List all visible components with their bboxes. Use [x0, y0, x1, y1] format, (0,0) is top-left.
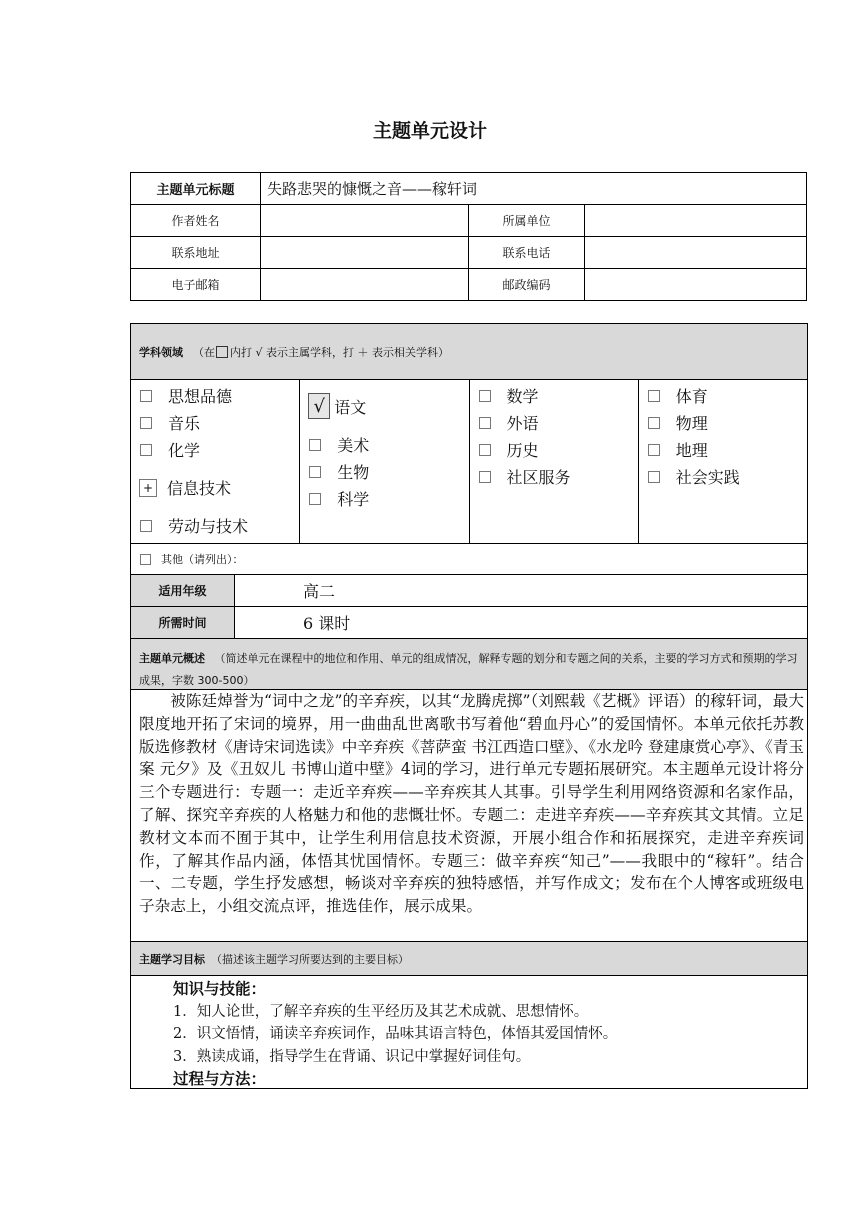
subject-item[interactable] — [309, 487, 369, 510]
subject-label: 历史 — [506, 441, 539, 460]
other-subjects-row[interactable] — [131, 544, 807, 575]
grade-row — [131, 575, 807, 607]
info-table — [130, 172, 807, 301]
subject-item-related[interactable] — [139, 476, 231, 499]
subject-label: 化学 — [168, 441, 201, 460]
checkbox-icon[interactable] — [309, 439, 321, 451]
address-label: 联系地址 — [131, 237, 261, 269]
goals-note: （描述该主题学习所要达到的主要目标） — [211, 952, 409, 966]
subject-column-3 — [470, 380, 639, 543]
duration-label: 所需时间 — [131, 607, 235, 638]
subject-item-primary[interactable] — [308, 393, 366, 419]
goal-item: 2．识文悟情，诵读辛弃疾词作，品味其语言特色，体悟其爱国情怀。 — [173, 1026, 618, 1042]
subject-label: 美术 — [337, 436, 370, 455]
subject-domain-label: 学科领域 — [139, 345, 183, 359]
checkbox-icon[interactable] — [479, 444, 491, 456]
subject-item[interactable] — [479, 384, 539, 407]
phone-field[interactable] — [585, 237, 807, 269]
page-title: 主题单元设计 — [372, 120, 487, 142]
subject-item[interactable] — [140, 514, 248, 537]
subject-label: 音乐 — [168, 414, 201, 433]
subject-grid — [131, 380, 807, 544]
goals-heading-knowledge: 知识与技能： — [173, 979, 267, 998]
email-field[interactable] — [261, 269, 469, 301]
subject-column-4 — [639, 380, 807, 543]
subject-label: 信息技术 — [167, 479, 232, 498]
subject-domain-header — [131, 324, 807, 380]
subject-domain-note-prefix: （在 — [193, 345, 215, 359]
checkbox-icon[interactable] — [309, 493, 321, 505]
subject-label: 语文 — [334, 397, 367, 417]
checkbox-icon[interactable] — [140, 444, 152, 456]
grade-value[interactable]: 高二 — [303, 582, 336, 601]
subject-item[interactable] — [309, 433, 369, 456]
subject-label: 物理 — [675, 414, 708, 433]
goal-item: 3．熟读成诵，指导学生在背诵、识记中掌握好词佳句。 — [173, 1048, 531, 1065]
duration-row — [131, 607, 807, 639]
subject-item[interactable] — [479, 411, 539, 434]
unit-title-label: 主题单元标题 — [131, 173, 261, 205]
subject-domain-note-suffix: 内打 √ 表示主属学科，打 ＋ 表示相关学科） — [230, 345, 449, 359]
checkmark-checkbox-icon[interactable]: √ — [308, 393, 330, 419]
subject-item[interactable] — [140, 411, 200, 434]
overview-header — [131, 639, 807, 690]
checkbox-icon[interactable] — [648, 444, 660, 456]
org-field[interactable] — [585, 205, 807, 237]
checkbox-icon[interactable] — [648, 471, 660, 483]
checkbox-icon[interactable] — [140, 417, 152, 429]
subject-label: 社会实践 — [675, 468, 740, 487]
overview-label: 主题单元概述 — [139, 652, 205, 665]
plus-checkbox-icon[interactable]: + — [139, 479, 157, 497]
unit-title-field[interactable]: 失路悲哭的慷慨之音——稼轩词 — [261, 173, 807, 205]
zip-label: 邮政编码 — [469, 269, 585, 301]
checkbox-icon[interactable] — [140, 390, 152, 402]
email-label: 电子邮箱 — [131, 269, 261, 301]
checkbox-icon[interactable] — [309, 466, 321, 478]
phone-label: 联系电话 — [469, 237, 585, 269]
subject-column-2 — [300, 380, 469, 543]
subject-label: 数学 — [506, 387, 539, 406]
goals-label: 主题学习目标 — [139, 952, 205, 966]
subject-label: 思想品德 — [168, 387, 233, 406]
subject-label: 劳动与技术 — [168, 517, 249, 536]
duration-value[interactable]: 6 课时 — [303, 614, 351, 633]
subject-label: 社区服务 — [506, 468, 571, 487]
checkbox-icon[interactable] — [479, 417, 491, 429]
org-label: 所属单位 — [469, 205, 585, 237]
subject-item[interactable] — [479, 465, 571, 488]
overview-note: （简述单元在课程中的地位和作用、单元的组成情况，解释专题的划分和专题之间的关系，主要的学习方式和预期的学习成果，字数 300-500） — [139, 652, 798, 687]
subject-item[interactable] — [648, 411, 708, 434]
subject-item[interactable] — [309, 460, 369, 483]
other-subjects-label: 其他（请列出）： — [161, 553, 244, 566]
checkbox-icon[interactable] — [479, 471, 491, 483]
goals-header — [131, 942, 807, 976]
checkbox-icon[interactable] — [140, 554, 151, 565]
subject-label: 外语 — [506, 414, 539, 433]
subject-item[interactable] — [648, 438, 708, 461]
goals-heading-process: 过程与方法： — [173, 1069, 267, 1088]
checkbox-icon[interactable] — [479, 390, 491, 402]
checkbox-icon[interactable] — [140, 520, 152, 532]
grade-label: 适用年级 — [131, 575, 235, 606]
subject-item[interactable] — [140, 384, 232, 407]
checkbox-sample-icon — [216, 346, 228, 358]
subject-label: 体育 — [675, 387, 708, 406]
unit-design-form — [130, 323, 808, 1089]
checkbox-icon[interactable] — [648, 417, 660, 429]
goal-item: 1．知人论世，了解辛弃疾的生平经历及其艺术成就、思想情怀。 — [173, 1003, 589, 1020]
subject-item[interactable] — [479, 438, 539, 461]
subject-item[interactable] — [140, 438, 200, 461]
subject-label: 生物 — [337, 463, 370, 482]
checkbox-icon[interactable] — [648, 390, 660, 402]
subject-item[interactable] — [648, 384, 708, 407]
zip-field[interactable] — [585, 269, 807, 301]
author-field[interactable] — [261, 205, 469, 237]
author-label: 作者姓名 — [131, 205, 261, 237]
overview-paragraph: 被陈廷焯誉为“词中之龙”的辛弃疾，以其“龙腾虎掷”（刘熙载《艺概》评语）的稼轩词，最大限度地开拓了宋词的境界，用一曲曲乱世离歌书写着他“碧血丹心”的爱国情怀。本单元依托苏教版选修教材《唐诗宋词选读》中辛弃疾《菩萨蛮 书江西造口壁》、《水龙吟 登建康赏心亭》、《青玉案 元夕》及《丑奴儿 书博山道中壁》4词的学习，进行单元专题拓展研究。本主题单元设计将分三个专题进行：专题一：走近辛弃疾——辛弃疾其人其事。引导学生利用网络资源和名家作品，了解、探究辛弃疾的人格魅力和他的悲慨壮怀。专题二：走进辛弃疾——辛弃疾其文其情。立足教材文本而不囿于其中，让学生利用信息技术资源，开展小组合作和拓展探究，走进辛弃疾词作，了解其作品内涵，体悟其忧国情怀。专题三：做辛弃疾“知己”——我眼中的“稼轩”。结合一、二专题，学生抒发感想，畅谈对辛弃疾的独特感悟，并写作成文；发布在个人博客或班级电子杂志上，小组交流点评，推选佳作，展示成果。 — [139, 692, 804, 916]
subject-label: 科学 — [337, 490, 370, 509]
subject-column-1 — [131, 380, 300, 543]
overview-body[interactable] — [131, 690, 807, 942]
subject-item[interactable] — [648, 465, 740, 488]
address-field[interactable] — [261, 237, 469, 269]
goals-body[interactable] — [131, 976, 807, 1088]
subject-label: 地理 — [675, 441, 708, 460]
